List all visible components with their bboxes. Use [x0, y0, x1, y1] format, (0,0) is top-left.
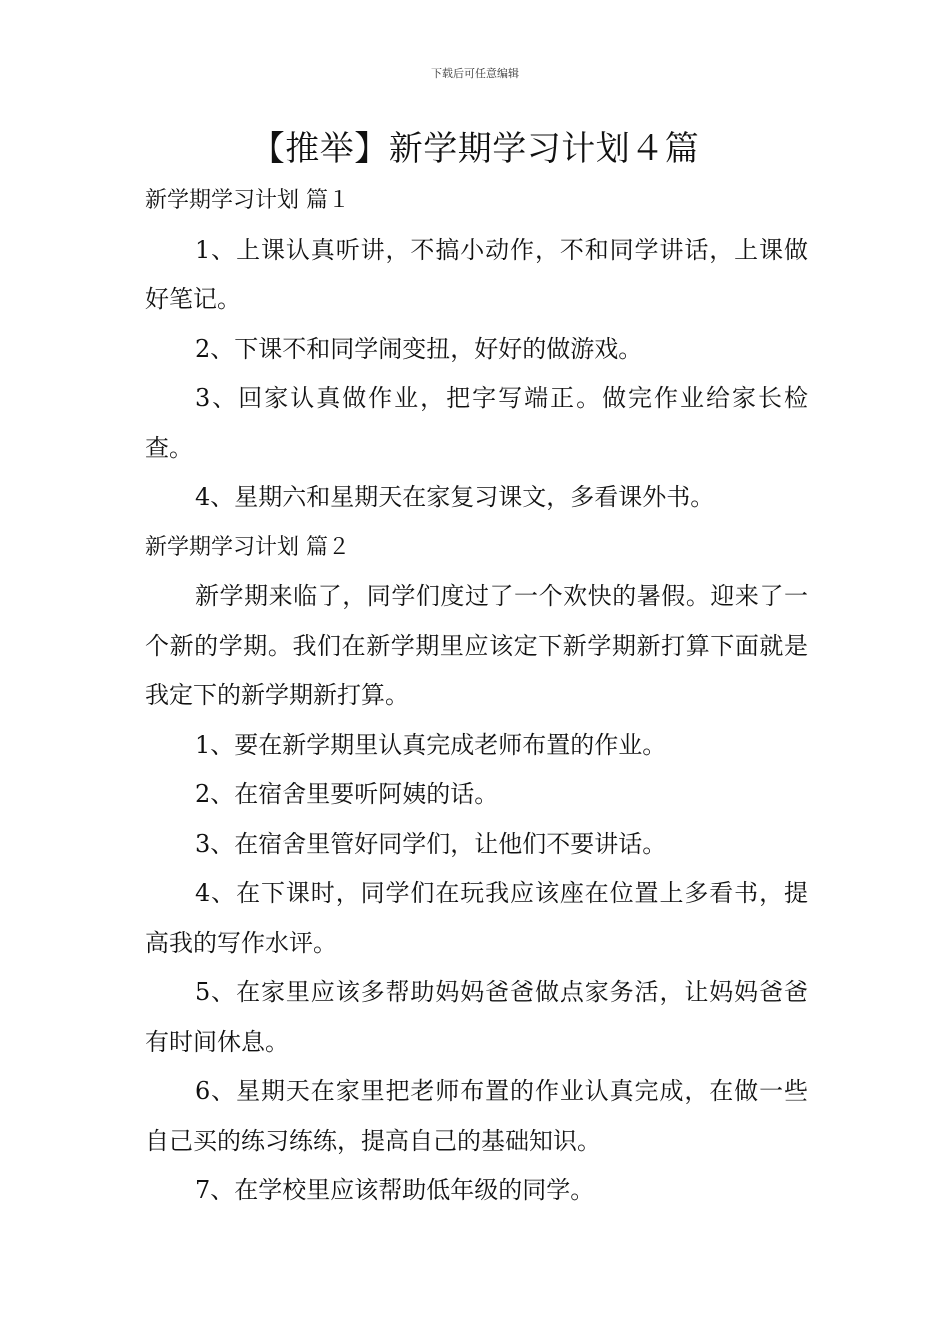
paragraph: 6、星期天在家里把老师布置的作业认真完成，在做一些自己买的练习练练，提高自己的基础知识。 [145, 1077, 808, 1155]
paragraph: 2、在宿舍里要听阿姨的话。 [195, 780, 499, 808]
paragraph: 2、下课不和同学闹变扭，好好的做游戏。 [195, 334, 643, 363]
section-heading: 新学期学习计划 篇２ [145, 534, 350, 560]
header-note: 下载后可任意编辑 [431, 67, 519, 80]
document-title: 【推举】新学期学习计划４篇 [250, 129, 700, 169]
paragraph: 7、在学校里应该帮助低年级的同学。 [195, 1176, 595, 1204]
paragraph: 5、在家里应该多帮助妈妈爸爸做点家务活，让妈妈爸爸有时间休息。 [145, 978, 808, 1056]
paragraph: 新学期来临了，同学们度过了一个欢快的暑假。迎来了一个新的学期。我们在新学期里应该定下新学期新打算下面就是我定下的新学期新打算。 [145, 582, 808, 709]
paragraph: 3、回家认真做作业，把字写端正。做完作业给家长检查。 [145, 384, 808, 462]
paragraph: 1、要在新学期里认真完成老师布置的作业。 [195, 730, 667, 759]
paragraph: 4、在下课时，同学们在玩我应该座在位置上多看书，提高我的写作水评。 [145, 879, 808, 957]
document-body [145, 176, 808, 1216]
paragraph: 3、在宿舍里管好同学们，让他们不要讲话。 [195, 829, 667, 858]
paragraph: 1、上课认真听讲，不搞小动作，不和同学讲话，上课做好笔记。 [145, 235, 808, 313]
section-heading: 新学期学习计划 篇１ [145, 188, 350, 213]
paragraph: 4、星期六和星期天在家复习课文，多看课外书。 [195, 483, 715, 511]
